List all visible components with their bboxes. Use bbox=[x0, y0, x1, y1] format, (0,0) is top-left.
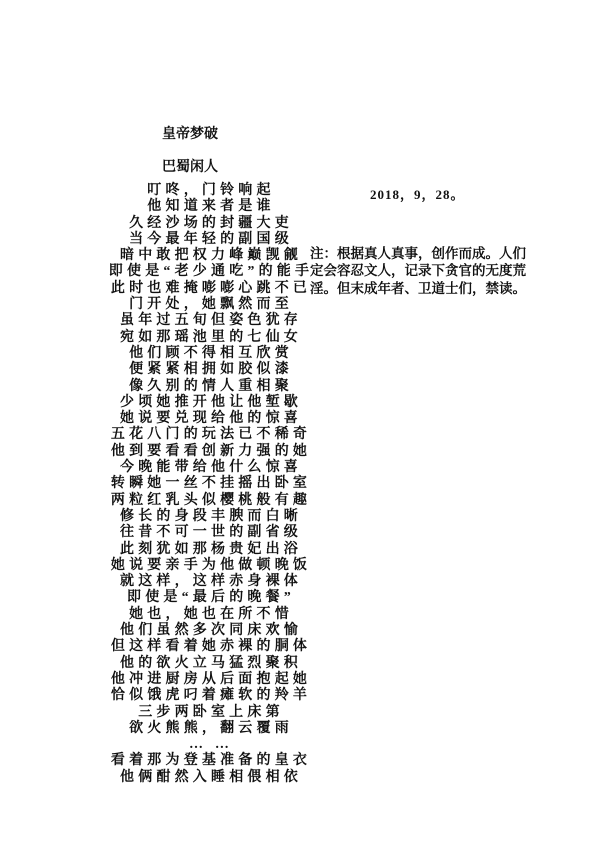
poem-line: 便紧紧相拥如胶似漆 bbox=[129, 362, 293, 378]
poem-line: 她说要兑现给他的惊喜 bbox=[120, 411, 302, 427]
poem-line: … … bbox=[188, 737, 234, 753]
poem-author: 巴蜀闲人 bbox=[162, 160, 218, 175]
poem-line: 五花八门的玩法已不稀奇 bbox=[110, 427, 312, 443]
poem-line: 转瞬她一丝不挂摇出卧室 bbox=[110, 476, 312, 492]
poem-line: 久经沙场的封疆大吏 bbox=[129, 215, 293, 231]
note-line: 淫。但末成年者、卫道士们，禁读。 bbox=[310, 280, 526, 296]
poem-line: 即使是“最后的晚餐” bbox=[127, 590, 295, 606]
poem-line: 看着那为登基准备的皇衣 bbox=[110, 753, 312, 769]
note-line: 注：根据真人真事，创作而成。人们 bbox=[310, 246, 526, 261]
poem-line: 今晚能带给他什么惊喜 bbox=[120, 460, 302, 476]
poem-line: 像久别的情人重相聚 bbox=[129, 378, 293, 394]
poem-line: 他们虽然多次同床欢愉 bbox=[120, 623, 302, 639]
poem-date: 2018，9，28。 bbox=[370, 187, 465, 202]
poem-line: 两粒红乳头似樱桃般有趣 bbox=[110, 492, 312, 508]
author-note bbox=[310, 245, 540, 297]
poem-line: 她说要亲手为他做顿晚饭 bbox=[110, 557, 312, 573]
poem-line: 此刻犹如那杨贵妃出浴 bbox=[120, 541, 302, 557]
poem-line: 他知道来者是谁 bbox=[147, 199, 275, 215]
poem-line: 但这样看着她赤裸的胴体 bbox=[110, 639, 312, 655]
poem-line: 少顷她推开他让他堑歇 bbox=[120, 394, 302, 410]
poem-line: 修长的身段丰腴而白晰 bbox=[120, 508, 302, 524]
note-line: 定会容忍文人，记录下贪官的无度荒 bbox=[310, 263, 526, 279]
poem-line: 他们顾不得相互欣赏 bbox=[129, 345, 293, 361]
poem-line: 虽年过五旬但姿色犹存 bbox=[120, 313, 302, 329]
poem-line: 他冲进厨房从后面抱起她 bbox=[110, 671, 312, 687]
poem-line: 宛如那瑶池里的七仙女 bbox=[120, 329, 302, 345]
poem-line: 即使是“老少通吃”的能手 bbox=[108, 264, 314, 280]
poem-line: 门开处，她飘然而至 bbox=[129, 297, 293, 313]
poem-line: 欲火熊熊，翻云覆雨 bbox=[129, 720, 293, 736]
poem-line: 她也，她也在所不惜 bbox=[129, 606, 293, 622]
poem-line: 叮咚，门铃响起 bbox=[147, 183, 275, 198]
poem-line: 恰似饿虎叼着瘫软的羚羊 bbox=[110, 688, 312, 704]
poem-line: 三步两卧室上床第 bbox=[138, 704, 284, 720]
poem-line: 就这样，这样赤身裸体 bbox=[120, 574, 302, 590]
poem-line: 暗中敢把权力峰巅觊觎 bbox=[120, 248, 302, 264]
poem-line: 此时也难掩嘭嘭心跳不已 bbox=[110, 280, 312, 296]
poem-title: 皇帝梦破 bbox=[162, 127, 218, 142]
poem-line: 他到要看看创新力强的她 bbox=[110, 443, 312, 459]
poem-line: 他的欲火立马猛烈聚积 bbox=[120, 655, 302, 671]
poem-line: 他俩酣然入睡相偎相依 bbox=[120, 769, 302, 785]
poem-line: 当今最年轻的副国级 bbox=[129, 231, 293, 247]
poem-line: 往昔不可一世的副省级 bbox=[120, 525, 302, 541]
